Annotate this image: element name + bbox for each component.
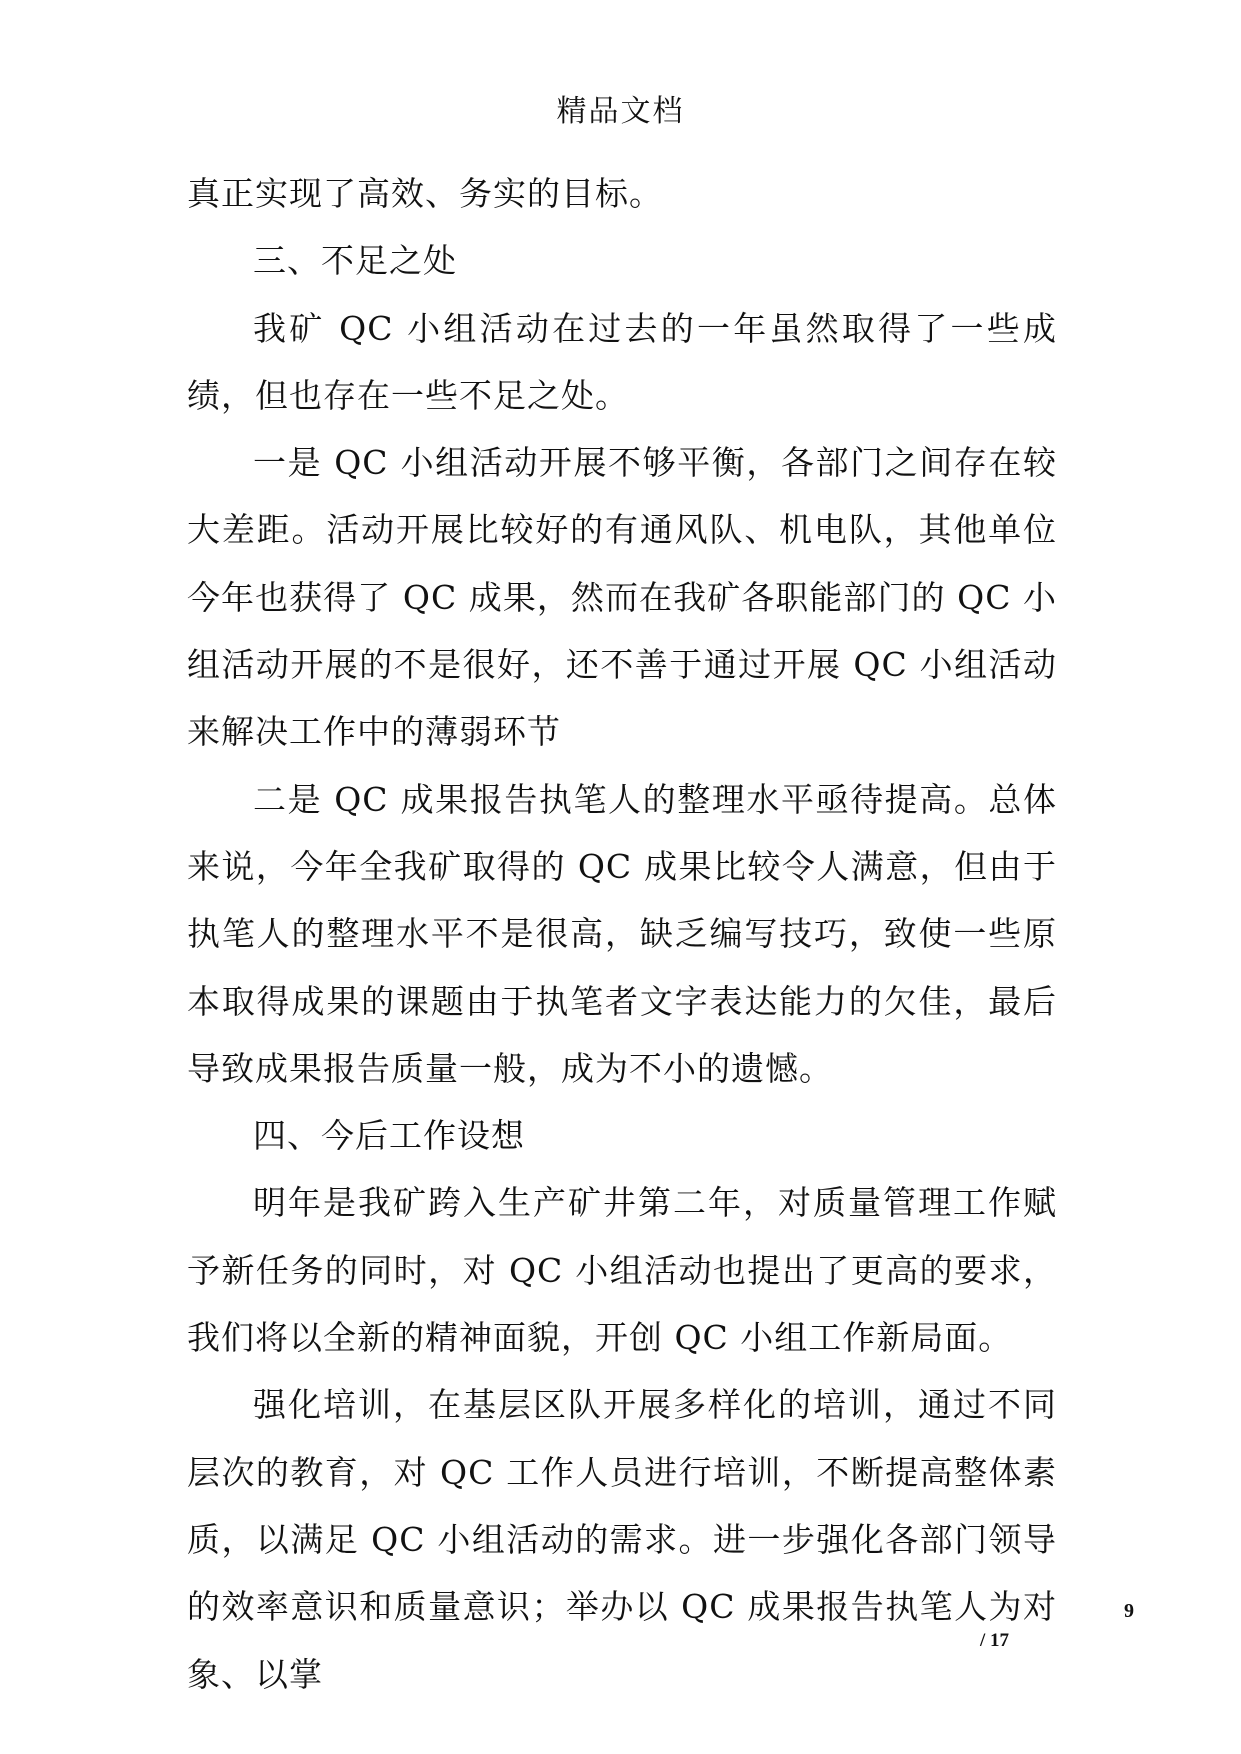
page-header-title: 精品文档 bbox=[556, 94, 685, 129]
paragraph: 我矿 QC 小组活动在过去的一年虽然取得了一些成绩，但也存在一些不足之处。 bbox=[187, 308, 1057, 415]
paragraph: 明年是我矿跨入生产矿井第二年，对质量管理工作赋予新任务的同时，对 QC 小组活动也提出了更高的要求，我们将以全新的精神面貌，开创 QC 小组工作新局面。 bbox=[187, 1183, 1057, 1358]
paragraph-continuation: 真正实现了高效、务实的目标。 bbox=[187, 174, 663, 213]
page-number: 9 bbox=[1124, 1600, 1134, 1622]
paragraph: 二是 QC 成果报告执笔人的整理水平亟待提高。总体来说，今年全我矿取得的 QC 成果比较令人满意，但由于执笔人的整理水平不是很高，缺乏编写技巧，致使一些原本取得成果的课题由于执笔者文字表达能力的欠佳，最后导致成果报告质量一般，成为不小的遗憾。 bbox=[187, 779, 1057, 1088]
section-heading-shortcomings: 三、不足之处 bbox=[253, 241, 457, 281]
paragraph: 强化培训，在基层区队开展多样化的培训，通过不同层次的教育，对 QC 工作人员进行培训，不断提高整体素质，以满足 QC 小组活动的需求。进一步强化各部门领导的效率意识和质量意识；举办以 QC 成果报告执笔人为对象、以掌 bbox=[187, 1385, 1057, 1694]
section-heading-future-plans: 四、今后工作设想 bbox=[253, 1116, 525, 1156]
document-body bbox=[187, 160, 1057, 1708]
page-total: / 17 bbox=[980, 1630, 1010, 1651]
paragraph: 一是 QC 小组活动开展不够平衡，各部门之间存在较大差距。活动开展比较好的有通风队、机电队，其他单位今年也获得了 QC 成果，然而在我矿各职能部门的 QC 小组活动开展的不是很好，还不善于通过开展 QC 小组活动来解决工作中的薄弱环节 bbox=[187, 443, 1057, 752]
